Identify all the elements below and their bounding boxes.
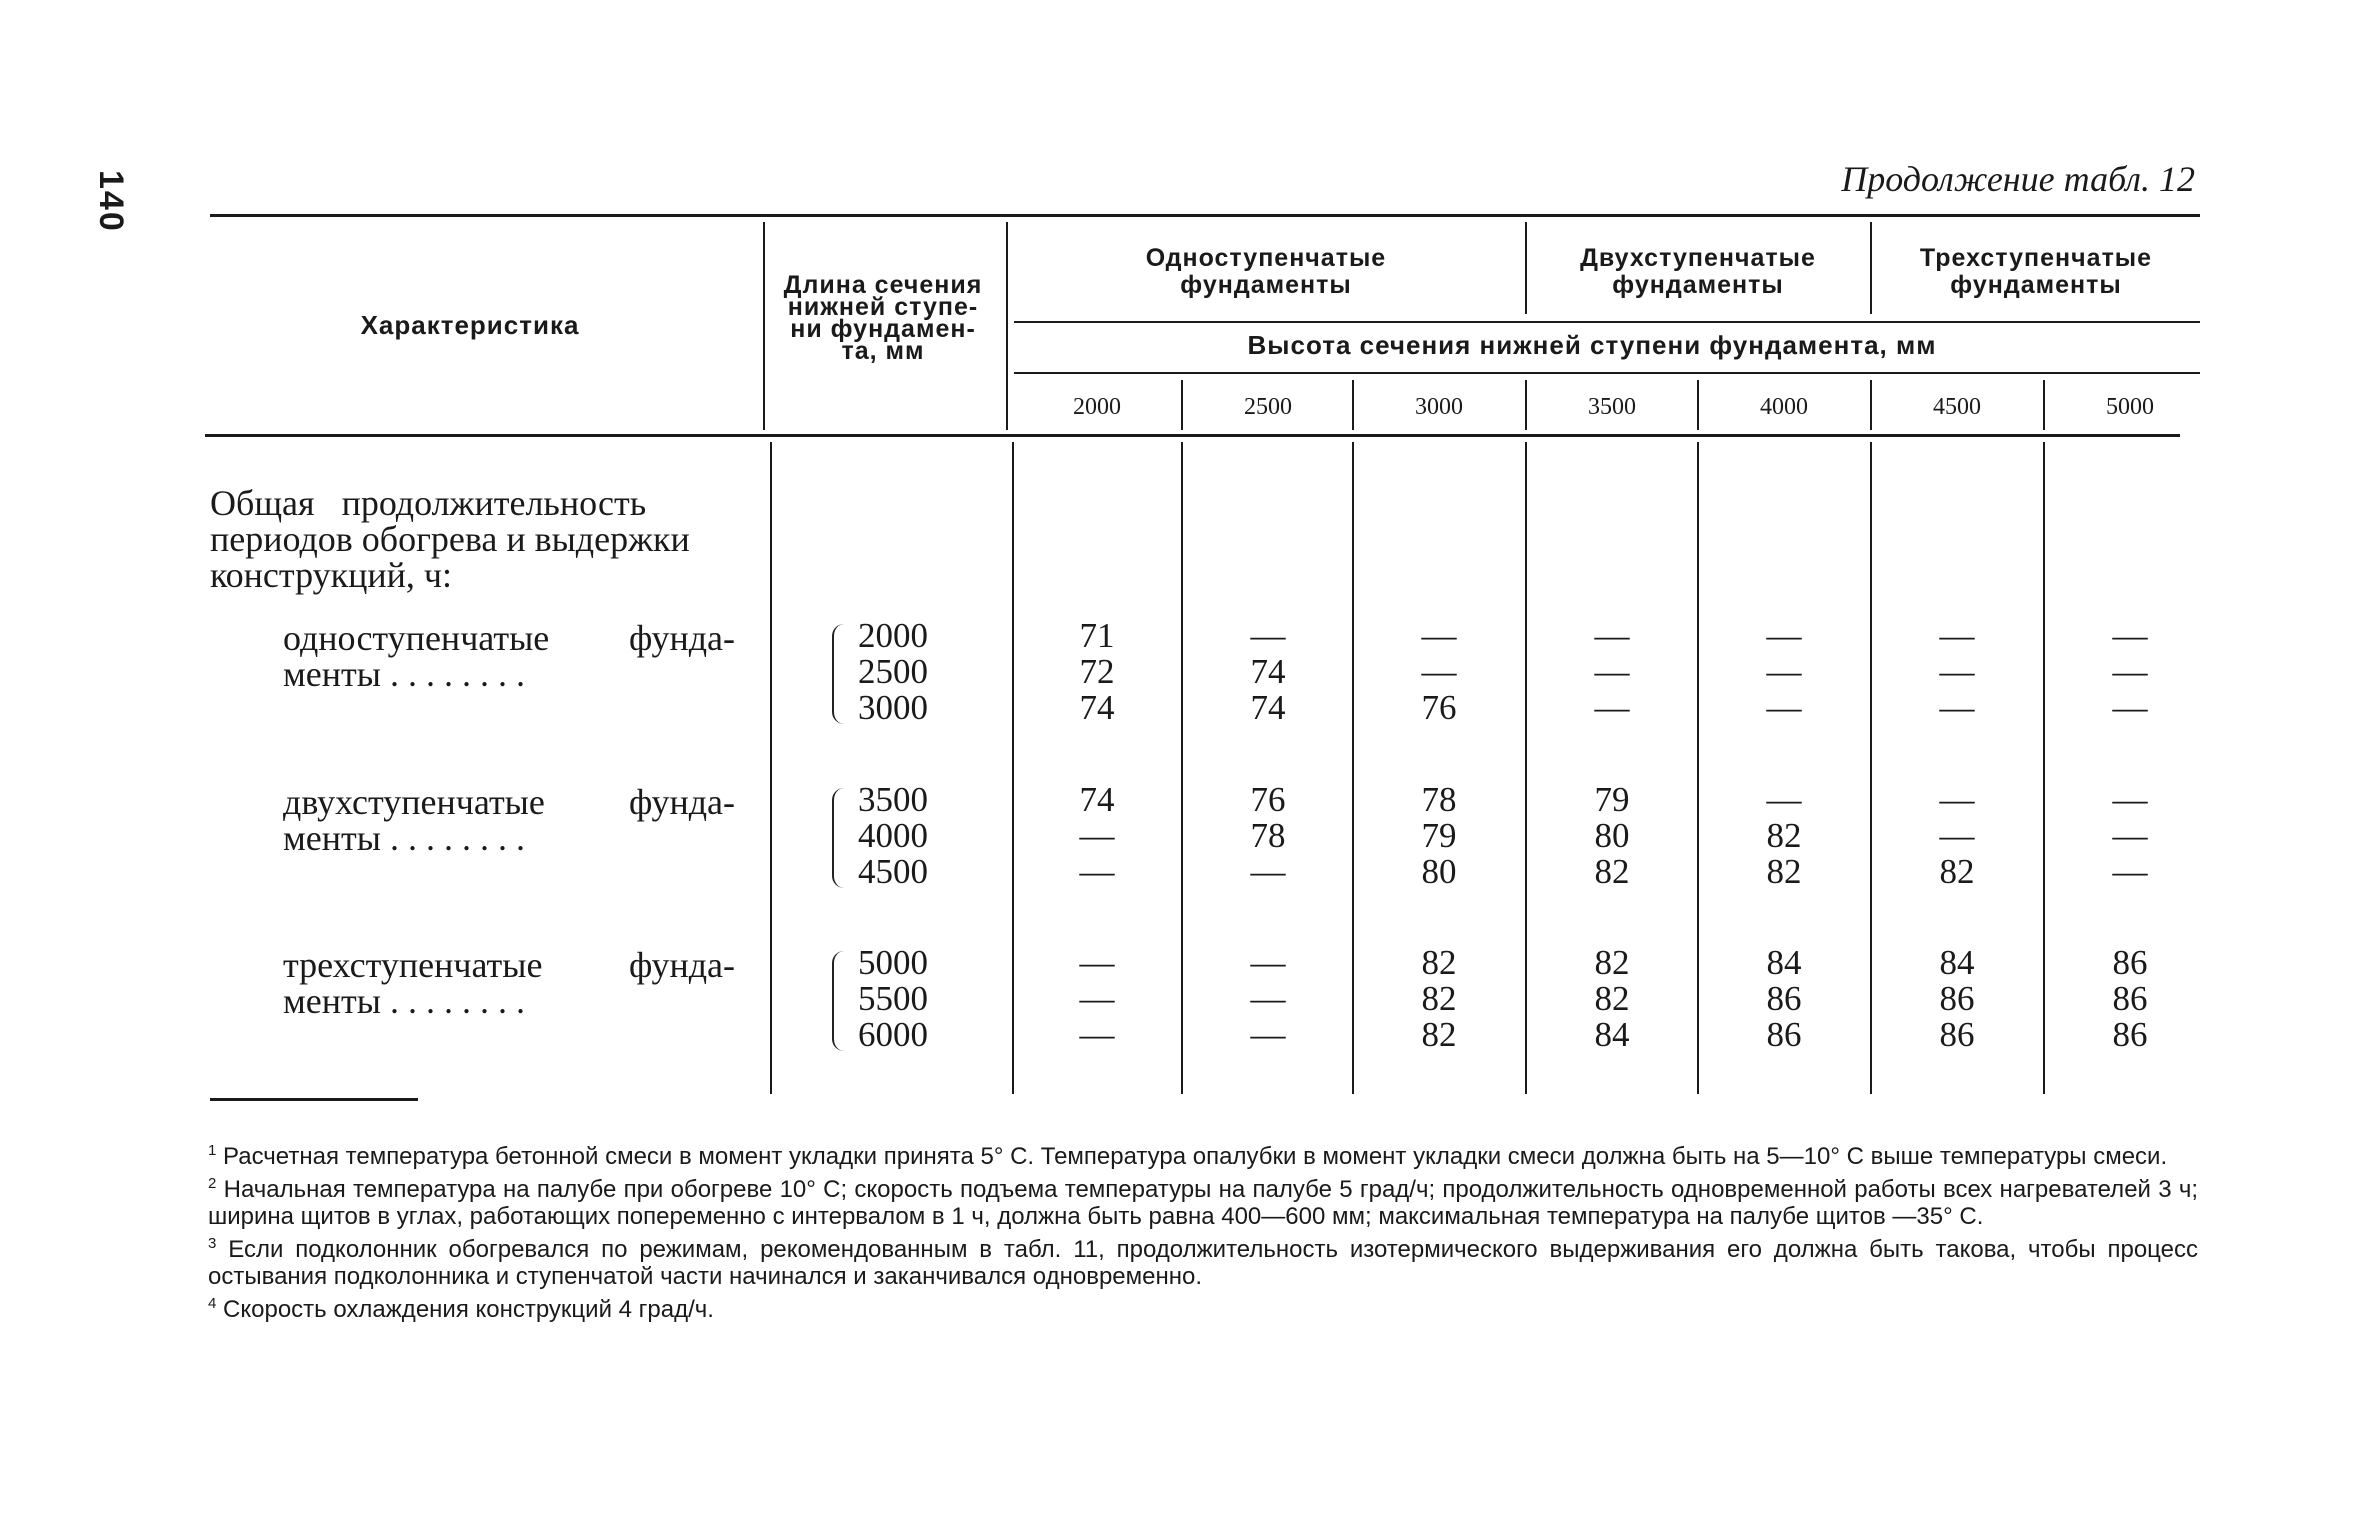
- footnote-mark: 1: [208, 1142, 217, 1159]
- length-values: [858, 945, 958, 1053]
- table-top-rule: [210, 214, 2200, 217]
- group-label-word: двухступенчатые: [283, 782, 545, 822]
- table-cell: —: [2112, 852, 2148, 891]
- table-cell: 78: [1250, 816, 1286, 855]
- group-header-line: фундаменты: [1950, 271, 2122, 299]
- table-cell: —: [1939, 616, 1975, 655]
- page-number: 140: [92, 170, 130, 233]
- footnotes: [208, 1137, 2198, 1323]
- characteristic-column-header: Характеристика: [360, 310, 580, 340]
- table-cell: —: [1079, 943, 1115, 982]
- header-vline: [1006, 222, 1008, 430]
- group-header-single-step: [1010, 245, 1522, 299]
- footnote-mark: 4: [208, 1295, 217, 1312]
- length-brace: [832, 951, 848, 1051]
- header-vline: [1525, 222, 1527, 314]
- table-cell: —: [1079, 1015, 1115, 1054]
- table-cell: 86: [2112, 943, 2148, 982]
- footnote-text: Если подколонник обогревался по режимам, рекомендованным в табл. 11, продолжительность изотермического выдерживания его должна быть такова, чтобы процесс остывания подколонника и ступенчатой части начинался и заканчивался одновременно.: [208, 1236, 2199, 1290]
- group-header-rule: [1014, 321, 2200, 323]
- table-cell: 74: [1250, 688, 1286, 727]
- table-cell: —: [1079, 852, 1115, 891]
- group-header-two-step: [1528, 245, 1868, 299]
- table-cell: 82: [1594, 943, 1630, 982]
- header-vline: [763, 222, 765, 430]
- table-cell: —: [2112, 780, 2148, 819]
- table-continuation-title: Продолжение табл. 12: [1841, 159, 2195, 199]
- table-cell: 79: [1594, 780, 1630, 819]
- table-cell: 86: [1766, 1015, 1802, 1054]
- table-cell: 84: [1766, 943, 1802, 982]
- table-cell: 74: [1250, 652, 1286, 691]
- group-header-line: Двухступенчатые: [1580, 244, 1816, 272]
- footnote-mark: 2: [208, 1175, 217, 1192]
- length-value: 2000: [858, 616, 928, 655]
- table-cell: 84: [1594, 1015, 1630, 1054]
- height-column-header: 3500: [1588, 394, 1636, 420]
- table-cell: —: [1939, 780, 1975, 819]
- table-cell: 80: [1594, 816, 1630, 855]
- table-cell: 86: [2112, 979, 2148, 1018]
- length-value: 3000: [858, 688, 928, 727]
- group-header-line: Трехступенчатые: [1919, 244, 2153, 272]
- section-title-line: периодов обогрева и выдержки: [210, 519, 690, 559]
- table-cell: —: [2112, 652, 2148, 691]
- group-header-three-step: [1872, 245, 2200, 299]
- height-column-header: 2500: [1244, 394, 1292, 420]
- footnote: [208, 1170, 2198, 1230]
- group-header-line: Одноступенчатые: [1145, 244, 1387, 272]
- table-cell: 82: [1594, 979, 1630, 1018]
- table-cell: —: [1594, 652, 1630, 691]
- table-cell: —: [1250, 852, 1286, 891]
- table-cell: 78: [1421, 780, 1457, 819]
- group-label-line2: менты . . . . . . . .: [283, 654, 525, 694]
- table-cell: 82: [1421, 943, 1457, 982]
- table-cell: —: [1766, 652, 1802, 691]
- table-cell: —: [1421, 652, 1457, 691]
- height-column-header: 4500: [1933, 394, 1981, 420]
- section-length-header-line: ни фундамен-: [790, 315, 976, 343]
- footnote: [208, 1290, 2198, 1323]
- table-cell: 82: [1421, 1015, 1457, 1054]
- section-length-header-line: нижней ступе-: [787, 293, 979, 321]
- group-label-word: трехступенчатые: [283, 945, 543, 985]
- height-column-header: 5000: [2106, 394, 2154, 420]
- table-cell: —: [1250, 1015, 1286, 1054]
- group-label-word: одноступенчатые: [283, 618, 550, 658]
- height-column-header: 4000: [1760, 394, 1808, 420]
- footnote-text: Скорость охлаждения конструкций 4 град/ч.: [223, 1296, 714, 1323]
- length-value: 5000: [858, 943, 928, 982]
- group-label-line2: менты . . . . . . . .: [283, 981, 525, 1021]
- table-cell: 76: [1421, 688, 1457, 727]
- footnote: [208, 1230, 2198, 1290]
- table-cell: —: [1250, 979, 1286, 1018]
- table-cell: 80: [1421, 852, 1457, 891]
- section-length-header-line: та, мм: [841, 337, 925, 365]
- table-cell: 79: [1421, 816, 1457, 855]
- length-brace: [832, 788, 848, 888]
- table-cell: 76: [1250, 780, 1286, 819]
- group-header-line: фундаменты: [1180, 271, 1352, 299]
- footnote: [208, 1137, 2198, 1170]
- body-vline: [770, 442, 772, 1094]
- table-cell: —: [1421, 616, 1457, 655]
- height-column-header: 2000: [1073, 394, 1121, 420]
- table-cell: —: [1079, 979, 1115, 1018]
- section-length-column-header: [772, 271, 994, 365]
- table-cell: 74: [1079, 780, 1115, 819]
- table-cell: 82: [1939, 852, 1975, 891]
- table-cell: —: [1079, 816, 1115, 855]
- table-cell: —: [1594, 688, 1630, 727]
- group-label-word: фунда-: [629, 782, 735, 822]
- table-cell: 86: [1766, 979, 1802, 1018]
- group-label-two-step: [283, 784, 735, 856]
- length-value: 4500: [858, 852, 928, 891]
- section-title-line: конструкций, ч:: [210, 555, 452, 595]
- footnote-mark: 3: [208, 1235, 217, 1252]
- length-value: 3500: [858, 780, 928, 819]
- group-label-word: фунда-: [629, 618, 735, 658]
- length-value: 2500: [858, 652, 928, 691]
- table-cell: 86: [1939, 979, 1975, 1018]
- table-cell: 82: [1594, 852, 1630, 891]
- footnote-text: Начальная температура на палубе при обогреве 10° С; скорость подъема температуры на палубе 5 град/ч; продолжительность одновременной работы всех нагревателей 3 ч; ширина щитов в углах, работающих попеременно с интервалом в 1 ч, должна быть равна 400—600 мм; максимальная температура на палубе щитов —35° С.: [208, 1176, 2198, 1230]
- table-cell: —: [1939, 688, 1975, 727]
- table-cell: 82: [1766, 852, 1802, 891]
- table-cell: —: [1250, 616, 1286, 655]
- footnote-divider: [210, 1098, 418, 1101]
- table-cell: 82: [1766, 816, 1802, 855]
- group-label-line2: менты . . . . . . . .: [283, 818, 525, 858]
- footnote-text: Расчетная температура бетонной смеси в момент укладки принята 5° С. Температура опалубки в момент укладки смеси должна быть на 5—10° С выше температуры смеси.: [223, 1143, 2168, 1170]
- table-cell: —: [1939, 652, 1975, 691]
- length-value: 5500: [858, 979, 928, 1018]
- height-header-rule: [1014, 372, 2200, 374]
- length-value: 6000: [858, 1015, 928, 1054]
- group-label-word: фунда-: [629, 945, 735, 985]
- table-cell: 86: [1939, 1015, 1975, 1054]
- table-cell: 72: [1079, 652, 1115, 691]
- table-cell: —: [2112, 688, 2148, 727]
- table-cell: 74: [1079, 688, 1115, 727]
- length-values: [858, 782, 958, 890]
- header-bottom-rule: [205, 434, 2180, 437]
- height-column-header: 3000: [1415, 394, 1463, 420]
- length-values: [858, 618, 958, 726]
- table-cell: —: [2112, 616, 2148, 655]
- section-title: [210, 485, 738, 593]
- height-section-header: Высота сечения нижней ступени фундамента, мм: [1247, 330, 1937, 360]
- table-cell: —: [1766, 780, 1802, 819]
- group-label-single-step: [283, 620, 735, 692]
- table-cell: —: [1250, 943, 1286, 982]
- group-label-three-step: [283, 947, 735, 1019]
- table-cell: —: [1766, 616, 1802, 655]
- table-cell: 71: [1079, 616, 1115, 655]
- section-title-line: Общая продолжительность: [210, 483, 647, 523]
- table-cell: —: [1939, 816, 1975, 855]
- table-cell: 82: [1421, 979, 1457, 1018]
- table-cell: —: [2112, 816, 2148, 855]
- length-value: 4000: [858, 816, 928, 855]
- group-header-line: фундаменты: [1612, 271, 1784, 299]
- section-length-header-line: Длина сечения: [783, 271, 983, 299]
- length-brace: [832, 624, 848, 724]
- table-cell: —: [1766, 688, 1802, 727]
- table-cell: —: [1594, 616, 1630, 655]
- table-cell: 84: [1939, 943, 1975, 982]
- table-cell: 86: [2112, 1015, 2148, 1054]
